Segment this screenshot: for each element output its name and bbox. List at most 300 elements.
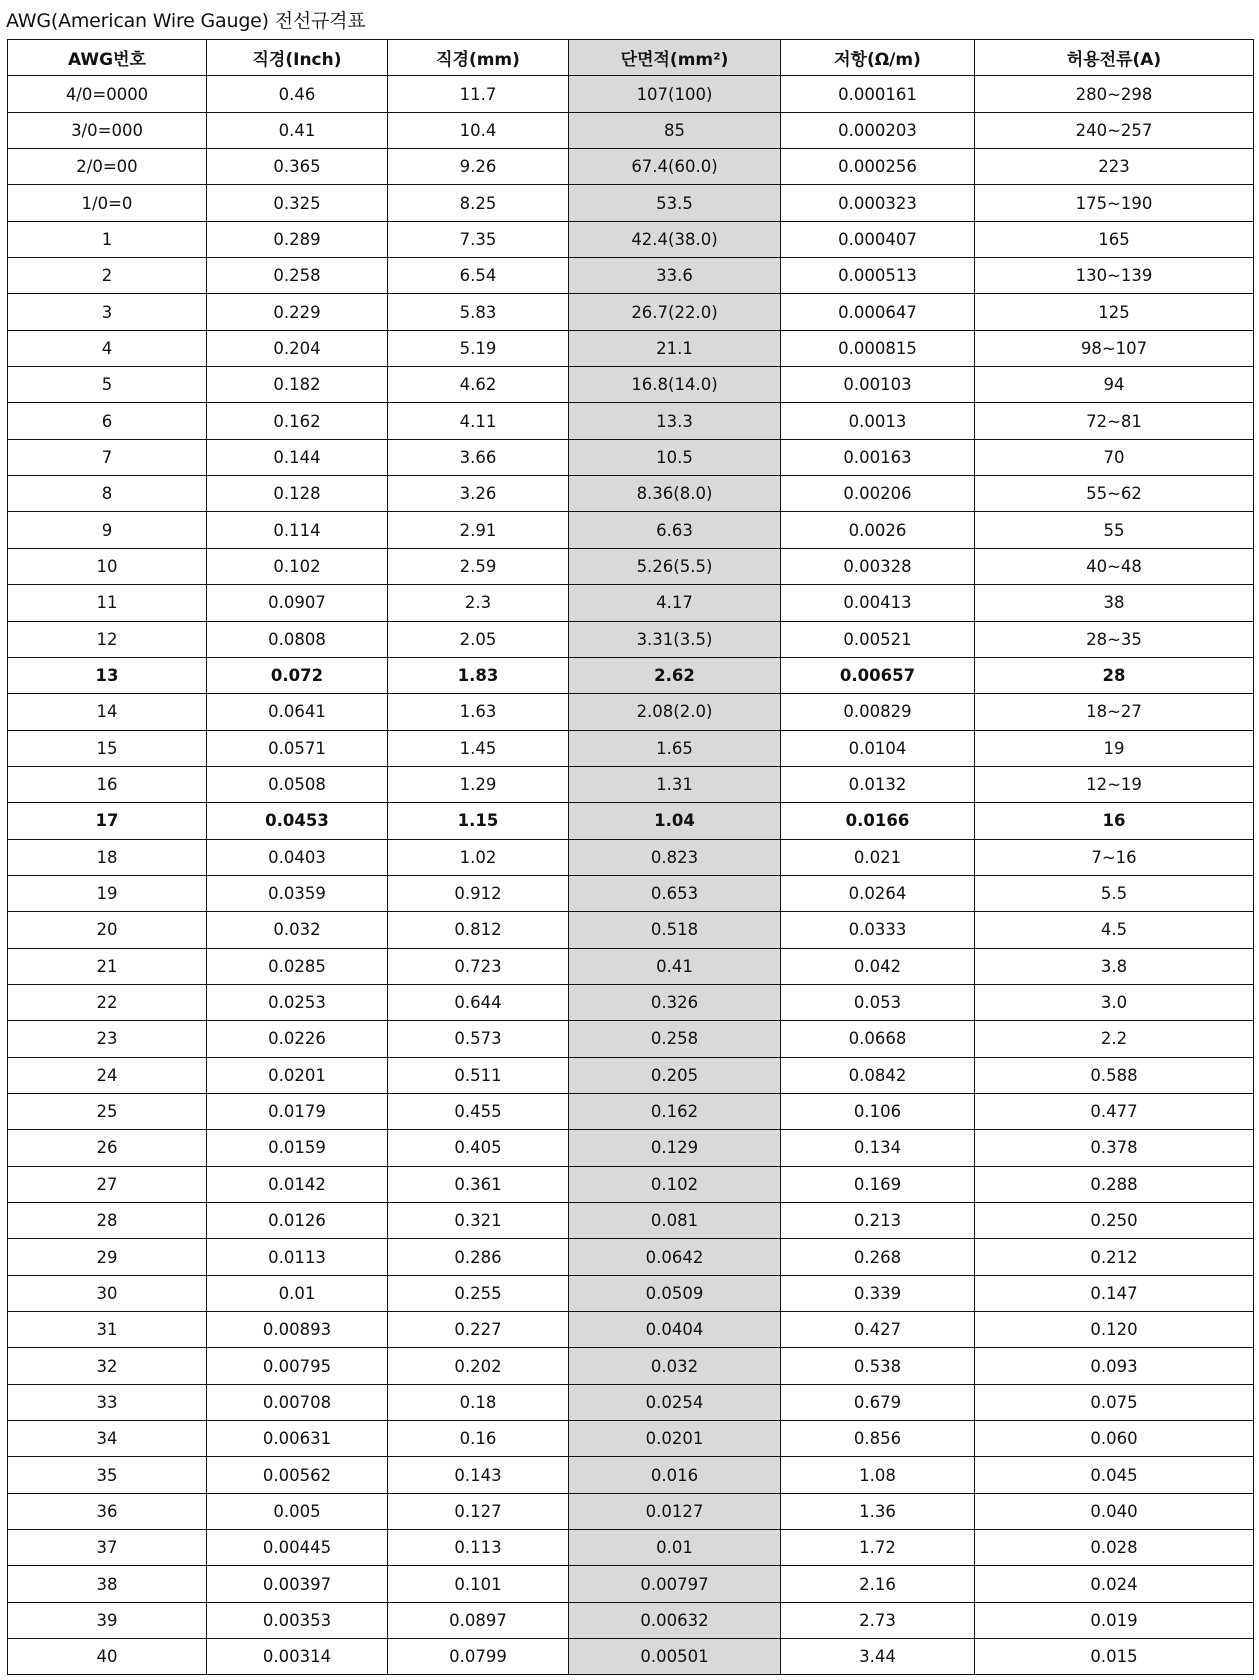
cell-allowable-current: 0.040 — [975, 1493, 1254, 1529]
table-row — [8, 1275, 1254, 1311]
cell-diameter-mm: 0.127 — [388, 1493, 569, 1529]
table-row — [8, 839, 1254, 875]
cell-resistance: 2.16 — [781, 1566, 975, 1602]
cell-diameter-mm: 0.511 — [388, 1057, 569, 1093]
cell-resistance: 0.0104 — [781, 730, 975, 766]
cell-cross-section-area: 0.518 — [569, 912, 781, 948]
cell-diameter-inch: 0.229 — [207, 294, 388, 330]
table-row — [8, 585, 1254, 621]
cell-diameter-inch: 0.46 — [207, 76, 388, 112]
cell-cross-section-area: 0.205 — [569, 1057, 781, 1093]
cell-cross-section-area: 0.0254 — [569, 1384, 781, 1420]
cell-diameter-inch: 0.0113 — [207, 1239, 388, 1275]
cell-cross-section-area: 42.4(38.0) — [569, 221, 781, 257]
cell-allowable-current: 0.288 — [975, 1166, 1254, 1202]
table-row — [8, 367, 1254, 403]
table-row — [8, 330, 1254, 366]
cell-awg-number: 21 — [8, 948, 207, 984]
cell-diameter-mm: 1.63 — [388, 694, 569, 730]
cell-awg-number: 39 — [8, 1602, 207, 1638]
cell-diameter-mm: 3.66 — [388, 439, 569, 475]
cell-allowable-current: 130~139 — [975, 258, 1254, 294]
cell-cross-section-area: 21.1 — [569, 330, 781, 366]
cell-resistance: 0.0013 — [781, 403, 975, 439]
cell-cross-section-area: 0.00797 — [569, 1566, 781, 1602]
table-row — [8, 730, 1254, 766]
cell-resistance: 0.0842 — [781, 1057, 975, 1093]
cell-awg-number: 37 — [8, 1530, 207, 1566]
cell-awg-number: 22 — [8, 984, 207, 1020]
cell-awg-number: 14 — [8, 694, 207, 730]
cell-diameter-inch: 0.365 — [207, 149, 388, 185]
cell-cross-section-area: 0.0509 — [569, 1275, 781, 1311]
cell-cross-section-area: 8.36(8.0) — [569, 476, 781, 512]
cell-diameter-inch: 0.00445 — [207, 1530, 388, 1566]
cell-awg-number: 2/0=00 — [8, 149, 207, 185]
cell-awg-number: 32 — [8, 1348, 207, 1384]
table-row — [8, 621, 1254, 657]
cell-allowable-current: 3.0 — [975, 984, 1254, 1020]
cell-diameter-inch: 0.144 — [207, 439, 388, 475]
cell-diameter-mm: 2.91 — [388, 512, 569, 548]
cell-awg-number: 6 — [8, 403, 207, 439]
table-row — [8, 1421, 1254, 1457]
cell-allowable-current: 40~48 — [975, 548, 1254, 584]
cell-resistance: 0.00103 — [781, 367, 975, 403]
cell-cross-section-area: 3.31(3.5) — [569, 621, 781, 657]
cell-resistance: 0.213 — [781, 1203, 975, 1239]
cell-diameter-inch: 0.102 — [207, 548, 388, 584]
header-allowable-current: 허용전류(A) — [975, 40, 1254, 76]
cell-diameter-inch: 0.005 — [207, 1493, 388, 1529]
cell-allowable-current: 0.147 — [975, 1275, 1254, 1311]
cell-awg-number: 15 — [8, 730, 207, 766]
cell-allowable-current: 0.075 — [975, 1384, 1254, 1420]
cell-awg-number: 20 — [8, 912, 207, 948]
cell-diameter-mm: 0.0799 — [388, 1639, 569, 1675]
cell-diameter-inch: 0.0159 — [207, 1130, 388, 1166]
cell-diameter-mm: 2.05 — [388, 621, 569, 657]
cell-diameter-mm: 0.101 — [388, 1566, 569, 1602]
cell-diameter-mm: 0.227 — [388, 1312, 569, 1348]
cell-diameter-mm: 1.02 — [388, 839, 569, 875]
cell-diameter-mm: 0.455 — [388, 1093, 569, 1129]
cell-awg-number: 8 — [8, 476, 207, 512]
cell-diameter-mm: 0.812 — [388, 912, 569, 948]
cell-awg-number: 16 — [8, 766, 207, 802]
table-row — [8, 439, 1254, 475]
cell-awg-number: 4 — [8, 330, 207, 366]
cell-diameter-inch: 0.0285 — [207, 948, 388, 984]
cell-allowable-current: 98~107 — [975, 330, 1254, 366]
table-row — [8, 948, 1254, 984]
cell-diameter-inch: 0.0641 — [207, 694, 388, 730]
cell-resistance: 0.00657 — [781, 657, 975, 693]
cell-awg-number: 5 — [8, 367, 207, 403]
cell-cross-section-area: 1.04 — [569, 803, 781, 839]
cell-diameter-mm: 2.59 — [388, 548, 569, 584]
cell-awg-number: 25 — [8, 1093, 207, 1129]
cell-cross-section-area: 26.7(22.0) — [569, 294, 781, 330]
cell-diameter-mm: 0.16 — [388, 1421, 569, 1457]
cell-resistance: 0.427 — [781, 1312, 975, 1348]
table-row — [8, 185, 1254, 221]
table-row — [8, 1312, 1254, 1348]
cell-diameter-inch: 0.0179 — [207, 1093, 388, 1129]
cell-allowable-current: 175~190 — [975, 185, 1254, 221]
cell-cross-section-area: 0.0404 — [569, 1312, 781, 1348]
cell-diameter-inch: 0.114 — [207, 512, 388, 548]
cell-diameter-mm: 1.15 — [388, 803, 569, 839]
cell-resistance: 0.00521 — [781, 621, 975, 657]
cell-resistance: 0.134 — [781, 1130, 975, 1166]
cell-allowable-current: 0.212 — [975, 1239, 1254, 1275]
cell-awg-number: 29 — [8, 1239, 207, 1275]
table-row — [8, 1493, 1254, 1529]
cell-allowable-current: 240~257 — [975, 112, 1254, 148]
cell-diameter-inch: 0.0907 — [207, 585, 388, 621]
cell-cross-section-area: 0.0201 — [569, 1421, 781, 1457]
cell-resistance: 0.00163 — [781, 439, 975, 475]
cell-resistance: 1.08 — [781, 1457, 975, 1493]
cell-diameter-mm: 0.321 — [388, 1203, 569, 1239]
table-row — [8, 1530, 1254, 1566]
cell-awg-number: 23 — [8, 1021, 207, 1057]
cell-cross-section-area: 0.823 — [569, 839, 781, 875]
cell-diameter-mm: 11.7 — [388, 76, 569, 112]
table-row — [8, 1566, 1254, 1602]
cell-cross-section-area: 0.01 — [569, 1530, 781, 1566]
cell-allowable-current: 0.093 — [975, 1348, 1254, 1384]
table-row — [8, 1166, 1254, 1202]
cell-diameter-inch: 0.0142 — [207, 1166, 388, 1202]
cell-diameter-inch: 0.00397 — [207, 1566, 388, 1602]
cell-diameter-mm: 0.143 — [388, 1457, 569, 1493]
cell-awg-number: 18 — [8, 839, 207, 875]
cell-resistance: 0.00829 — [781, 694, 975, 730]
cell-resistance: 0.0026 — [781, 512, 975, 548]
cell-allowable-current: 28 — [975, 657, 1254, 693]
cell-resistance: 1.72 — [781, 1530, 975, 1566]
cell-resistance: 0.856 — [781, 1421, 975, 1457]
cell-diameter-mm: 0.361 — [388, 1166, 569, 1202]
cell-resistance: 0.00206 — [781, 476, 975, 512]
cell-awg-number: 19 — [8, 875, 207, 911]
table-row — [8, 149, 1254, 185]
cell-resistance: 0.000161 — [781, 76, 975, 112]
cell-awg-number: 30 — [8, 1275, 207, 1311]
cell-cross-section-area: 0.102 — [569, 1166, 781, 1202]
cell-diameter-mm: 0.573 — [388, 1021, 569, 1057]
cell-diameter-inch: 0.0403 — [207, 839, 388, 875]
cell-resistance: 0.00328 — [781, 548, 975, 584]
table-row — [8, 1057, 1254, 1093]
cell-diameter-mm: 0.405 — [388, 1130, 569, 1166]
cell-resistance: 0.0166 — [781, 803, 975, 839]
cell-diameter-inch: 0.00893 — [207, 1312, 388, 1348]
cell-diameter-mm: 1.83 — [388, 657, 569, 693]
cell-allowable-current: 12~19 — [975, 766, 1254, 802]
table-body — [8, 76, 1254, 1675]
cell-awg-number: 33 — [8, 1384, 207, 1420]
cell-awg-number: 13 — [8, 657, 207, 693]
cell-resistance: 0.021 — [781, 839, 975, 875]
cell-diameter-inch: 0.41 — [207, 112, 388, 148]
table-row — [8, 1021, 1254, 1057]
cell-allowable-current: 16 — [975, 803, 1254, 839]
cell-diameter-mm: 0.912 — [388, 875, 569, 911]
table-row — [8, 258, 1254, 294]
cell-diameter-inch: 0.325 — [207, 185, 388, 221]
cell-allowable-current: 125 — [975, 294, 1254, 330]
cell-resistance: 0.053 — [781, 984, 975, 1020]
table-row — [8, 1348, 1254, 1384]
cell-diameter-mm: 1.29 — [388, 766, 569, 802]
cell-allowable-current: 5.5 — [975, 875, 1254, 911]
cell-diameter-mm: 6.54 — [388, 258, 569, 294]
cell-diameter-mm: 10.4 — [388, 112, 569, 148]
cell-awg-number: 3/0=000 — [8, 112, 207, 148]
cell-allowable-current: 28~35 — [975, 621, 1254, 657]
cell-allowable-current: 4.5 — [975, 912, 1254, 948]
cell-resistance: 0.042 — [781, 948, 975, 984]
cell-diameter-inch: 0.0201 — [207, 1057, 388, 1093]
cell-cross-section-area: 0.326 — [569, 984, 781, 1020]
table-row — [8, 803, 1254, 839]
header-cross-section-area: 단면적(mm²) — [569, 40, 781, 76]
table-row — [8, 476, 1254, 512]
cell-cross-section-area: 2.08(2.0) — [569, 694, 781, 730]
cell-diameter-mm: 0.202 — [388, 1348, 569, 1384]
cell-diameter-mm: 8.25 — [388, 185, 569, 221]
cell-diameter-mm: 1.45 — [388, 730, 569, 766]
cell-allowable-current: 223 — [975, 149, 1254, 185]
header-resistance: 저항(Ω/m) — [781, 40, 975, 76]
cell-resistance: 2.73 — [781, 1602, 975, 1638]
table-row — [8, 221, 1254, 257]
cell-allowable-current: 72~81 — [975, 403, 1254, 439]
cell-diameter-mm: 4.62 — [388, 367, 569, 403]
cell-diameter-mm: 5.83 — [388, 294, 569, 330]
cell-diameter-inch: 0.258 — [207, 258, 388, 294]
cell-allowable-current: 19 — [975, 730, 1254, 766]
cell-allowable-current: 0.588 — [975, 1057, 1254, 1093]
cell-cross-section-area: 0.258 — [569, 1021, 781, 1057]
cell-allowable-current: 280~298 — [975, 76, 1254, 112]
table-row — [8, 1093, 1254, 1129]
table-row — [8, 1203, 1254, 1239]
cell-allowable-current: 7~16 — [975, 839, 1254, 875]
cell-awg-number: 35 — [8, 1457, 207, 1493]
cell-cross-section-area: 6.63 — [569, 512, 781, 548]
cell-cross-section-area: 16.8(14.0) — [569, 367, 781, 403]
cell-allowable-current: 0.060 — [975, 1421, 1254, 1457]
cell-resistance: 0.00413 — [781, 585, 975, 621]
cell-diameter-mm: 5.19 — [388, 330, 569, 366]
cell-diameter-inch: 0.00631 — [207, 1421, 388, 1457]
header-diameter-mm: 직경(mm) — [388, 40, 569, 76]
cell-resistance: 3.44 — [781, 1639, 975, 1675]
header-diameter-inch: 직경(Inch) — [207, 40, 388, 76]
cell-resistance: 0.000815 — [781, 330, 975, 366]
cell-diameter-mm: 0.644 — [388, 984, 569, 1020]
table-row — [8, 694, 1254, 730]
table-row — [8, 403, 1254, 439]
awg-wire-gauge-table — [7, 39, 1254, 1675]
cell-cross-section-area: 4.17 — [569, 585, 781, 621]
cell-diameter-inch: 0.0126 — [207, 1203, 388, 1239]
cell-allowable-current: 0.019 — [975, 1602, 1254, 1638]
cell-cross-section-area: 0.016 — [569, 1457, 781, 1493]
cell-allowable-current: 94 — [975, 367, 1254, 403]
cell-resistance: 0.268 — [781, 1239, 975, 1275]
cell-resistance: 0.000407 — [781, 221, 975, 257]
cell-awg-number: 17 — [8, 803, 207, 839]
cell-allowable-current: 2.2 — [975, 1021, 1254, 1057]
cell-awg-number: 10 — [8, 548, 207, 584]
table-row — [8, 1602, 1254, 1638]
table-row — [8, 1457, 1254, 1493]
cell-diameter-mm: 3.26 — [388, 476, 569, 512]
cell-allowable-current: 55 — [975, 512, 1254, 548]
cell-resistance: 0.339 — [781, 1275, 975, 1311]
cell-cross-section-area: 13.3 — [569, 403, 781, 439]
table-row — [8, 984, 1254, 1020]
cell-awg-number: 34 — [8, 1421, 207, 1457]
cell-diameter-mm: 0.0897 — [388, 1602, 569, 1638]
cell-cross-section-area: 2.62 — [569, 657, 781, 693]
table-row — [8, 1239, 1254, 1275]
cell-awg-number: 1/0=0 — [8, 185, 207, 221]
cell-resistance: 0.000647 — [781, 294, 975, 330]
cell-resistance: 0.679 — [781, 1384, 975, 1420]
cell-awg-number: 38 — [8, 1566, 207, 1602]
cell-cross-section-area: 0.129 — [569, 1130, 781, 1166]
cell-awg-number: 31 — [8, 1312, 207, 1348]
cell-awg-number: 27 — [8, 1166, 207, 1202]
cell-diameter-mm: 7.35 — [388, 221, 569, 257]
cell-awg-number: 4/0=0000 — [8, 76, 207, 112]
page-title: AWG(American Wire Gauge) 전선규격표 — [6, 10, 366, 32]
cell-awg-number: 40 — [8, 1639, 207, 1675]
cell-allowable-current: 0.250 — [975, 1203, 1254, 1239]
cell-diameter-mm: 0.18 — [388, 1384, 569, 1420]
cell-diameter-inch: 0.0571 — [207, 730, 388, 766]
cell-awg-number: 3 — [8, 294, 207, 330]
table-row — [8, 1384, 1254, 1420]
cell-diameter-inch: 0.204 — [207, 330, 388, 366]
cell-resistance: 0.000513 — [781, 258, 975, 294]
cell-awg-number: 11 — [8, 585, 207, 621]
cell-cross-section-area: 10.5 — [569, 439, 781, 475]
cell-cross-section-area: 0.0642 — [569, 1239, 781, 1275]
cell-allowable-current: 0.378 — [975, 1130, 1254, 1166]
cell-resistance: 1.36 — [781, 1493, 975, 1529]
cell-diameter-mm: 0.723 — [388, 948, 569, 984]
table-row — [8, 512, 1254, 548]
cell-diameter-mm: 4.11 — [388, 403, 569, 439]
cell-cross-section-area: 0.162 — [569, 1093, 781, 1129]
cell-diameter-inch: 0.128 — [207, 476, 388, 512]
cell-allowable-current: 0.045 — [975, 1457, 1254, 1493]
header-awg-number: AWG번호 — [8, 40, 207, 76]
cell-awg-number: 7 — [8, 439, 207, 475]
cell-awg-number: 36 — [8, 1493, 207, 1529]
table-row — [8, 112, 1254, 148]
cell-allowable-current: 70 — [975, 439, 1254, 475]
cell-diameter-inch: 0.182 — [207, 367, 388, 403]
cell-cross-section-area: 0.032 — [569, 1348, 781, 1384]
cell-cross-section-area: 107(100) — [569, 76, 781, 112]
table-row — [8, 657, 1254, 693]
cell-resistance: 0.169 — [781, 1166, 975, 1202]
cell-diameter-mm: 0.255 — [388, 1275, 569, 1311]
table-row — [8, 294, 1254, 330]
cell-cross-section-area: 67.4(60.0) — [569, 149, 781, 185]
cell-resistance: 0.106 — [781, 1093, 975, 1129]
cell-awg-number: 24 — [8, 1057, 207, 1093]
cell-resistance: 0.0264 — [781, 875, 975, 911]
cell-cross-section-area: 0.00632 — [569, 1602, 781, 1638]
cell-diameter-inch: 0.0359 — [207, 875, 388, 911]
table-row — [8, 1639, 1254, 1675]
cell-awg-number: 9 — [8, 512, 207, 548]
cell-awg-number: 28 — [8, 1203, 207, 1239]
cell-allowable-current: 0.015 — [975, 1639, 1254, 1675]
cell-cross-section-area: 1.65 — [569, 730, 781, 766]
cell-allowable-current: 38 — [975, 585, 1254, 621]
cell-cross-section-area: 33.6 — [569, 258, 781, 294]
cell-cross-section-area: 0.00501 — [569, 1639, 781, 1675]
cell-diameter-inch: 0.00562 — [207, 1457, 388, 1493]
cell-diameter-inch: 0.162 — [207, 403, 388, 439]
cell-resistance: 0.000203 — [781, 112, 975, 148]
cell-cross-section-area: 5.26(5.5) — [569, 548, 781, 584]
cell-resistance: 0.0132 — [781, 766, 975, 802]
table-row — [8, 548, 1254, 584]
cell-diameter-inch: 0.289 — [207, 221, 388, 257]
cell-diameter-mm: 0.286 — [388, 1239, 569, 1275]
cell-resistance: 0.0668 — [781, 1021, 975, 1057]
cell-allowable-current: 18~27 — [975, 694, 1254, 730]
cell-diameter-inch: 0.0508 — [207, 766, 388, 802]
cell-allowable-current: 0.477 — [975, 1093, 1254, 1129]
cell-resistance: 0.538 — [781, 1348, 975, 1384]
cell-diameter-inch: 0.0253 — [207, 984, 388, 1020]
cell-allowable-current: 3.8 — [975, 948, 1254, 984]
cell-diameter-inch: 0.072 — [207, 657, 388, 693]
cell-resistance: 0.0333 — [781, 912, 975, 948]
cell-allowable-current: 0.024 — [975, 1566, 1254, 1602]
cell-allowable-current: 55~62 — [975, 476, 1254, 512]
cell-diameter-inch: 0.032 — [207, 912, 388, 948]
cell-awg-number: 2 — [8, 258, 207, 294]
cell-diameter-inch: 0.01 — [207, 1275, 388, 1311]
cell-diameter-inch: 0.00353 — [207, 1602, 388, 1638]
cell-allowable-current: 0.120 — [975, 1312, 1254, 1348]
cell-awg-number: 1 — [8, 221, 207, 257]
cell-diameter-inch: 0.0226 — [207, 1021, 388, 1057]
cell-resistance: 0.000323 — [781, 185, 975, 221]
cell-diameter-inch: 0.00708 — [207, 1384, 388, 1420]
table-row — [8, 76, 1254, 112]
table-row — [8, 912, 1254, 948]
cell-diameter-inch: 0.00314 — [207, 1639, 388, 1675]
cell-cross-section-area: 0.0127 — [569, 1493, 781, 1529]
cell-cross-section-area: 1.31 — [569, 766, 781, 802]
cell-diameter-mm: 2.3 — [388, 585, 569, 621]
cell-diameter-inch: 0.0453 — [207, 803, 388, 839]
